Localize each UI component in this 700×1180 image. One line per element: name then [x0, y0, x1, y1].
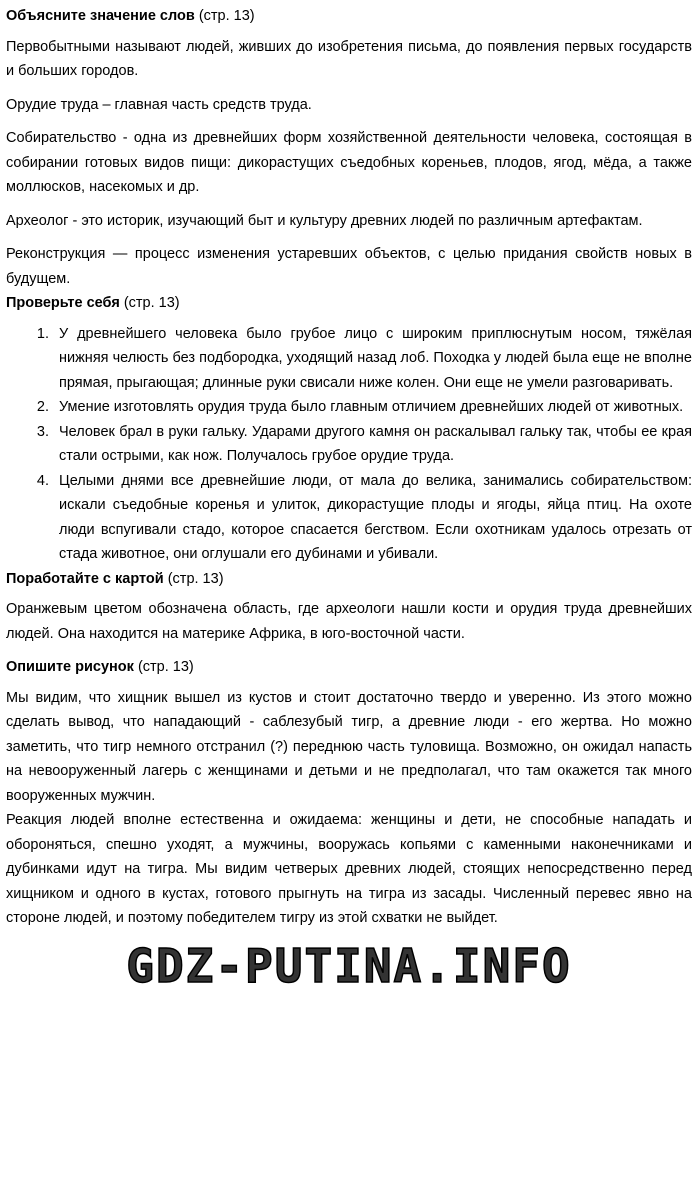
watermark-logo: GDZ-PUTINA.INFO — [126, 938, 572, 993]
heading-describe-picture — [6, 655, 692, 680]
paragraph: Мы видим, что хищник вышел из кустов и стоит достаточно твердо и уверенно. Из этого можно сделать вывод, что нападающий - саблезубый тигр, а древние люди - его жертва. Но можно заметить, что тигр немного отстранил (?) переднюю часть туловища. Возможно, он ожидал напасть на невооруженный лагерь с женщинами и детьми и не предполагал, что там окажется так много вооруженных мужчин. — [6, 689, 692, 804]
page-ref: (стр. 13) — [123, 295, 180, 311]
paragraph: Собирательство - одна из древнейших форм хозяйственной деятельности человека, состоящая в собирании готовых видов пищи: дикорастущих съедобных кореньев, плодов, ягод, мёда, а также моллюсков, насекомых и др. — [6, 130, 692, 195]
paragraph: Первобытными называют людей, живших до изобретения письма, до появления первых государств и больших городов. — [6, 38, 692, 79]
page-ref: (стр. 13) — [137, 659, 194, 675]
heading-check-yourself — [6, 291, 692, 316]
page-ref: (стр. 13) — [198, 8, 255, 24]
heading-title: Опишите рисунок — [6, 659, 134, 675]
list-item: 4. Целыми днями все древнейшие люди, от мала до велика, занимались собирательством: искали съедобные коренья и улиток, дикорастущие плоды и ягоды, яйца птиц. На охоте люди вспугивали стадо, которое спасается бегством. Если охотникам удалось отрезать от стада животное, они оглушали его дубинами и убивали. — [53, 469, 692, 567]
heading-title: Поработайте с картой — [6, 570, 164, 587]
list-item: 2. Умение изготовлять орудия труда было главным отличием древнейших людей от животных. — [53, 395, 692, 420]
heading-title: Проверьте себя — [6, 295, 120, 311]
numbered-list — [6, 322, 692, 567]
heading-title: Объясните значение слов — [6, 8, 195, 24]
paragraph: Археолог - это историк, изучающий быт и культуру древних людей по различным артефактам. — [6, 212, 643, 229]
paragraph: Реакция людей вполне естественна и ожидаема: женщины и дети, не способные нападать и обороняться, спешно уходят, а мужчины, вооружась копьями с каменными наконечниками и дубинками идут на тигра. Мы видим четверых древних людей, стоящих непосредственно перед хищником и одного в кустах, готового прыгнуть на тигра из засады. Численный перевес явно на стороне людей, и поэтому победителем тигру из этой схватки не выйдет. — [6, 812, 692, 926]
heading-map-work — [6, 567, 692, 592]
paragraph: Орудие труда – главная часть средств труда. — [6, 96, 312, 113]
paragraph: Оранжевым цветом обозначена область, где археологи нашли кости и орудия труда древнейших людей. Она находится на материке Африка, в юго-восточной части. — [6, 601, 692, 642]
paragraph: Реконструкция — процесс изменения устаревших объектов, с целью придания свойств новых в будущем. — [6, 246, 692, 287]
heading-explain-words — [6, 4, 692, 29]
list-item: 3. Человек брал в руки гальку. Ударами другого камня он раскалывал гальку так, чтобы ее края стали острыми, как нож. Получалось грубое орудие труда. — [53, 420, 692, 469]
list-item: 1. У древнейшего человека было грубое лицо с широким приплюснутым носом, тяжёлая нижняя челюсть без подбородка, уходящий назад лоб. Походка у людей была еще не вполне прямая, прыгающая; длинные руки свисали ниже колен. Они еще не умели разговаривать. — [53, 322, 692, 396]
page-ref: (стр. 13) — [167, 570, 224, 587]
